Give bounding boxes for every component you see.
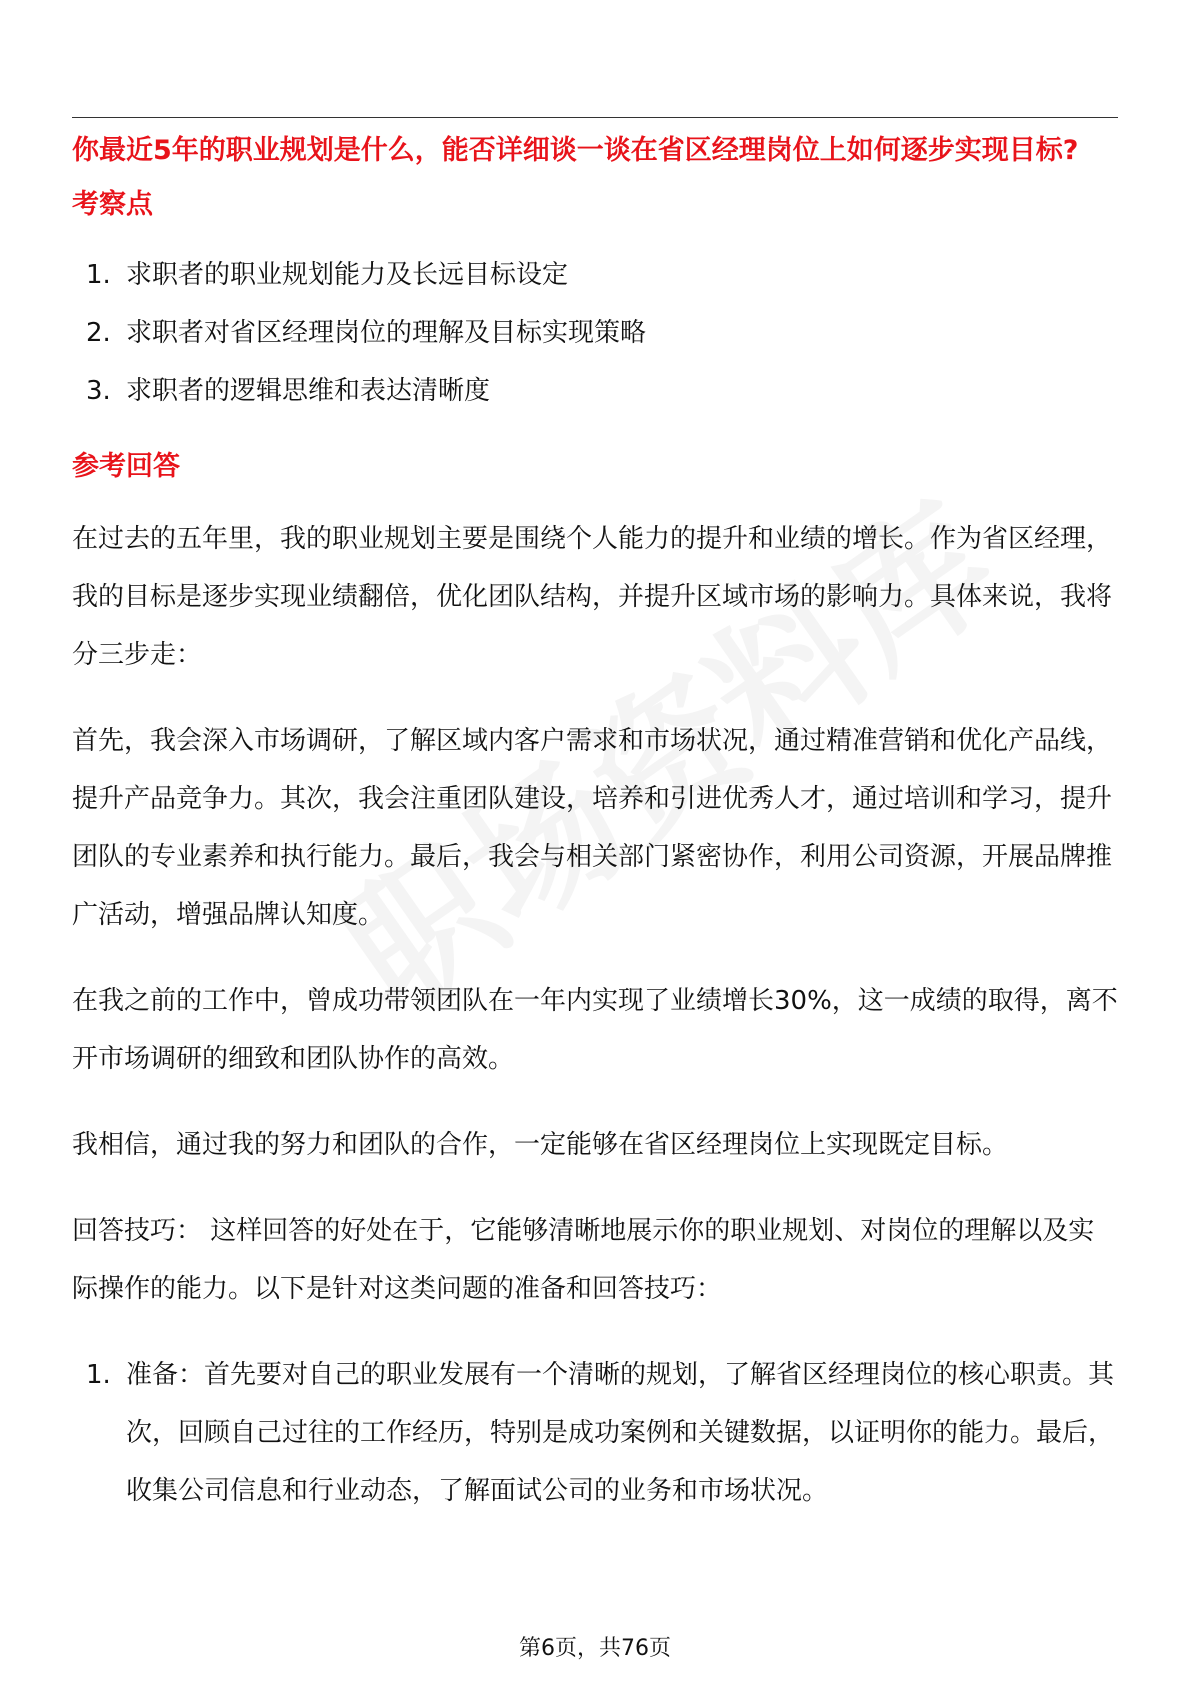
list-item-text: 求职者的职业规划能力及长远目标设定 [126,260,569,290]
list-item [72,304,1118,362]
list-item-number: 1. [86,1360,111,1390]
list-item-number: 2. [86,318,111,348]
answer-paragraph-3: 在我之前的工作中，曾成功带领团队在一年内实现了业绩增长30%，这一成绩的取得，离不开市场调研的细致和团队协作的高效。 [72,986,1118,1074]
list-item-text: 准备：首先要对自己的职业发展有一个清晰的规划，了解省区经理岗位的核心职责。其次，回顾自己过往的工作经历，特别是成功案例和关键数据，以证明你的能力。最后，收集公司信息和行业动态，了解面试公司的业务和市场状况。 [126,1360,1115,1506]
list-item [72,246,1118,304]
tips-intro-paragraph: 回答技巧： 这样回答的好处在于，它能够清晰地展示你的职业规划、对岗位的理解以及实际操作的能力。以下是针对这类问题的准备和回答技巧： [72,1216,1095,1304]
content-area [72,134,1118,1520]
answer-paragraph-4: 我相信，通过我的努力和团队的合作，一定能够在省区经理岗位上实现既定目标。 [72,1130,1009,1160]
question-heading: 你最近5年的职业规划是什么，能否详细谈一谈在省区经理岗位上如何逐步实现目标? [72,135,1079,166]
answer-paragraph-2: 首先，我会深入市场调研，了解区域内客户需求和市场状况，通过精准营销和优化产品线，提升产品竞争力。其次，我会注重团队建设，培养和引进优秀人才，通过培训和学习，提升团队的专业素养和执行能力。最后，我会与相关部门紧密协作，利用公司资源，开展品牌推广活动，增强品牌认知度。 [72,726,1113,930]
header-rule [72,117,1118,118]
exam-points-list [72,246,1118,420]
list-item-text: 求职者的逻辑思维和表达清晰度 [126,376,491,406]
list-item [72,1346,1118,1520]
exam-points-title: 考察点 [72,189,153,220]
list-item-number: 1. [86,260,111,290]
list-item-text: 求职者对省区经理岗位的理解及目标实现策略 [126,318,647,348]
answer-paragraph-1: 在过去的五年里，我的职业规划主要是围绕个人能力的提升和业绩的增长。作为省区经理，我的目标是逐步实现业绩翻倍，优化团队结构，并提升区域市场的影响力。具体来说，我将分三步走： [72,524,1113,670]
page-number-footer: 第6页，共76页 [519,1636,671,1661]
list-item [72,362,1118,420]
list-item-number: 3. [86,376,111,406]
answer-title: 参考回答 [72,451,180,482]
tips-list [72,1346,1118,1520]
